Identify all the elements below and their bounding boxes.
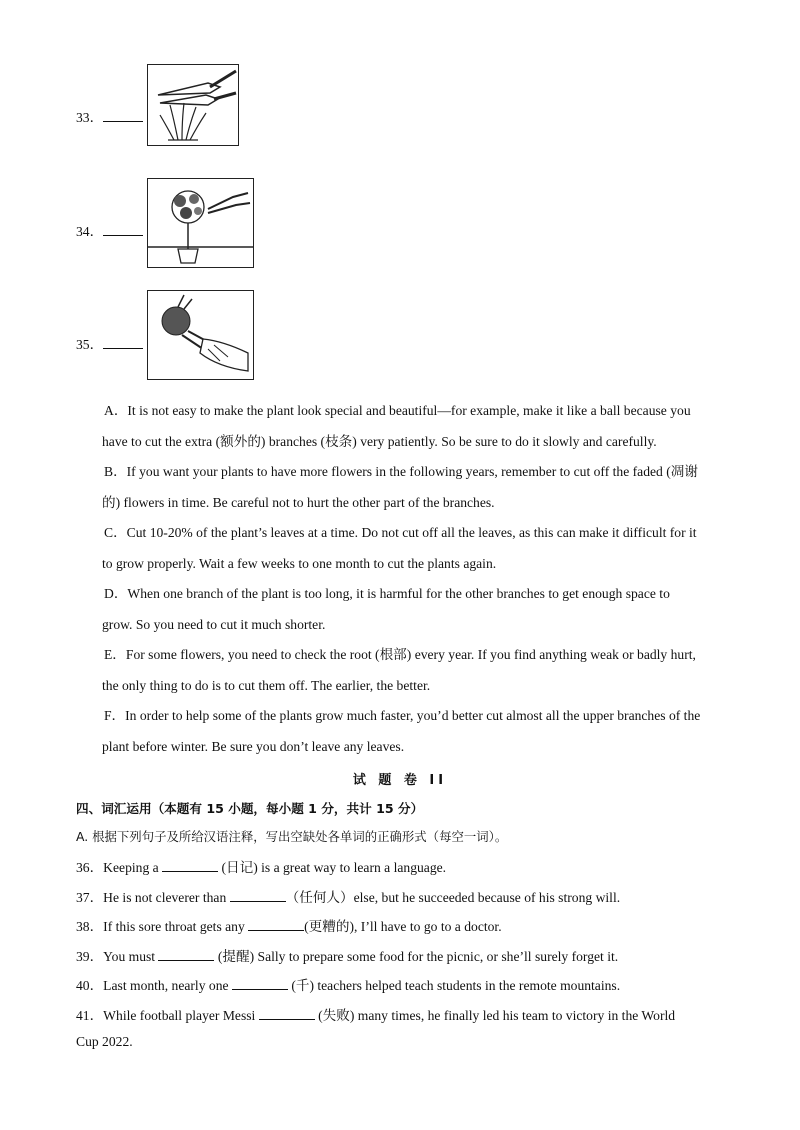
question-35 [76, 333, 143, 353]
answer-blank[interactable] [259, 1007, 315, 1020]
option-f-line-2: plant before winter. Be sure you don’t leave any leaves. [102, 738, 405, 754]
option-c-line-2: to grow properly. Wait a few weeks to one month to cut the plants again. [102, 555, 497, 571]
option-list [104, 396, 734, 762]
answer-blank[interactable] [103, 223, 143, 236]
question-text: 40．Last month, nearly one [76, 978, 232, 993]
option-e-line-1: E．For some flowers, you need to check the root (根部) every year. If you find anything weak or badly hurt, [104, 647, 696, 662]
answer-blank[interactable] [103, 109, 143, 122]
question-text: 36．Keeping a [76, 860, 163, 875]
answer-blank[interactable] [230, 889, 286, 902]
answer-blank[interactable] [232, 977, 288, 990]
question-text: 41．While football player Messi [76, 1008, 259, 1023]
hand-cutting-flowers-picture [147, 290, 254, 380]
question-39 [76, 945, 618, 965]
potted-plant-trimming-picture [147, 178, 254, 268]
question-number: 34． [76, 224, 104, 239]
question-33 [76, 106, 143, 126]
option-d-line-1: D．When one branch of the plant is too long, it is harmful for the other branches to get enough space to [104, 586, 670, 601]
answer-blank[interactable] [248, 918, 304, 931]
question-text: (千) teachers helped teach students in the remote mountains. [287, 978, 621, 993]
question-text: (日记) is a great way to learn a language. [218, 860, 447, 875]
question-36 [76, 856, 446, 876]
option-c-line-1: C．Cut 10-20% of the plant’s leaves at a time. Do not cut off all the leaves, as this can make it difficult for it [104, 525, 697, 540]
part-heading: 四、词汇运用（本题有 15 小题，每小题 1 分，共计 15 分） [76, 801, 424, 816]
question-38 [76, 915, 502, 935]
part-instruction: A. 根据下列句子及所给汉语注释，写出空缺处各单词的正确形式（每空一词）。 [76, 829, 508, 844]
pruning-shears-picture [147, 64, 239, 146]
question-40 [76, 974, 620, 994]
question-text: 37．He is not cleverer than [76, 890, 230, 905]
question-34 [76, 220, 143, 240]
question-number: 33． [76, 110, 104, 125]
option-f-line-1: F．In order to help some of the plants grow much faster, you’d better cut almost all the upper branches of the [104, 708, 701, 723]
answer-blank[interactable] [162, 859, 218, 872]
option-b-line-2: 的) flowers in time. Be careful not to hurt the other part of the branches. [102, 494, 495, 510]
question-text: 38．If this sore throat gets any [76, 919, 249, 934]
option-b-line-1: B．If you want your plants to have more flowers in the following years, remember to cut off the faded (凋谢 [104, 464, 698, 479]
section-title: 试 题 卷 II [352, 773, 448, 788]
question-text: 39．You must [76, 949, 159, 964]
question-37 [76, 886, 620, 906]
question-text: (失败) many times, he finally led his team to victory in the World [314, 1008, 676, 1023]
question-number: 35． [76, 337, 104, 352]
option-a-line-1: A．It is not easy to make the plant look special and beautiful—for example, make it like a ball because you [104, 403, 691, 418]
answer-blank[interactable] [103, 336, 143, 349]
question-text: (更糟的), I’ll have to go to a doctor. [304, 919, 502, 934]
question-text: （任何人）else, but he succeeded because of his strong will. [285, 890, 621, 905]
question-41-continuation: Cup 2022. [76, 1034, 133, 1049]
question-text: (提醒) Sally to prepare some food for the picnic, or she’ll surely forget it. [214, 949, 619, 964]
option-a-line-2: have to cut the extra (额外的) branches (枝条) very patiently. So be sure to do it slowly and carefully. [102, 433, 657, 449]
answer-blank[interactable] [158, 948, 214, 961]
option-e-line-2: the only thing to do is to cut them off. The earlier, the better. [102, 677, 431, 693]
question-41 [76, 1004, 675, 1024]
option-d-line-2: grow. So you need to cut it much shorter. [102, 616, 326, 632]
